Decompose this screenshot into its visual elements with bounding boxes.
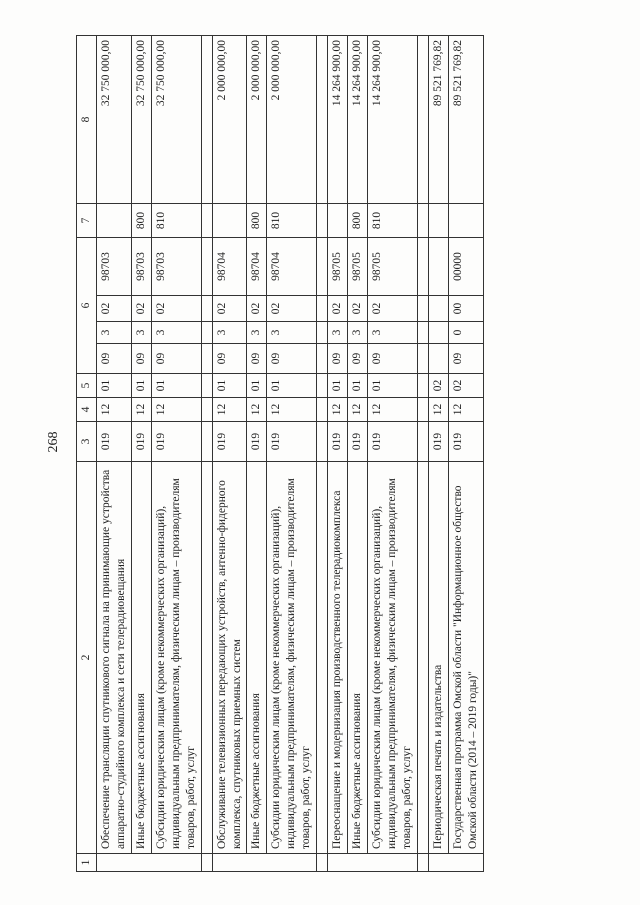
col7-cell: 800 [131,204,151,238]
col7-cell: 810 [151,204,201,238]
col6a-cell: 09 [448,344,483,374]
header-cell: 7 [77,204,97,238]
col4-cell: 12 [151,398,201,422]
blank-cell [96,854,201,872]
col6b-cell: 3 [328,322,348,344]
table-row [96,36,131,872]
spacer-row [317,36,328,872]
col6d-cell: 98705 [368,238,418,296]
col6c-cell: 02 [328,296,348,322]
col3-cell: 019 [267,422,317,462]
col3-cell: 019 [247,422,267,462]
col5-cell: 01 [131,374,151,398]
col6d-cell: 98703 [131,238,151,296]
col3-cell: 019 [328,422,348,462]
col6d-cell: 98704 [267,238,317,296]
col6a-cell: 09 [247,344,267,374]
table-row [131,36,151,872]
col6c-cell: 02 [247,296,267,322]
header-cell: 1 [77,854,97,872]
col4-cell: 12 [131,398,151,422]
row-name: Иные бюджетные ассигнования [348,462,368,854]
col5-cell: 01 [368,374,418,398]
row-name: Государственная программа Омской области "Информационное общество Омской области (2014 – 2019 годы)" [448,462,483,854]
col4-cell: 12 [96,398,131,422]
col6d-cell: 98705 [328,238,348,296]
col5-cell: 01 [247,374,267,398]
col6c-cell: 02 [348,296,368,322]
col7-cell: 810 [267,204,317,238]
col6c-cell: 02 [368,296,418,322]
col4-cell: 12 [267,398,317,422]
table-row [151,36,201,872]
amount-cell: 2 000 000,00 [247,36,267,204]
col6a-cell [428,344,448,374]
col6b-cell: 3 [368,322,418,344]
col6b-cell: 3 [267,322,317,344]
amount-cell: 32 750 000,00 [151,36,201,204]
col7-cell [212,204,247,238]
row-name: Субсидии юридическим лицам (кроме некоммерческих организаций), индивидуальным предпринимателям, физическим лицам – производителям товаров, работ, услуг [267,462,317,854]
col6d-cell: 00000 [448,238,483,296]
col6c-cell [428,296,448,322]
col5-cell: 01 [96,374,131,398]
blank-cell [328,854,418,872]
page-number: 268 [46,431,61,453]
col3-cell: 019 [151,422,201,462]
col3-cell: 019 [96,422,131,462]
header-cell: 6 [77,238,97,374]
rotated-document [40,22,600,882]
col6d-cell: 98704 [212,238,247,296]
col6d-cell: 98703 [151,238,201,296]
row-name: Обслуживание телевизионных передающих устройств, антенно-фидерного комплекса, спутниковых приемных систем [212,462,247,854]
amount-cell: 89 521 769,82 [428,36,448,204]
col6a-cell: 09 [131,344,151,374]
col6a-cell: 09 [267,344,317,374]
header-cell: 2 [77,462,97,854]
col7-cell: 800 [247,204,267,238]
table-row [428,36,448,872]
header-cell: 8 [77,36,97,204]
header-cell: 3 [77,422,97,462]
col6b-cell: 3 [131,322,151,344]
col3-cell: 019 [212,422,247,462]
col7-cell: 800 [348,204,368,238]
row-name: Переоснащение и модернизация производственного телерадиокомплекса [328,462,348,854]
col6a-cell: 09 [368,344,418,374]
col5-cell: 02 [448,374,483,398]
budget-table [76,35,484,872]
col7-cell [96,204,131,238]
col6c-cell: 02 [96,296,131,322]
col5-cell: 02 [428,374,448,398]
blank-cell [212,854,317,872]
col4-cell: 12 [428,398,448,422]
amount-cell: 32 750 000,00 [96,36,131,204]
row-name: Субсидии юридическим лицам (кроме некоммерческих организаций), индивидуальным предпринимателям, физическим лицам – производителям товаров, работ, услуг [151,462,201,854]
col4-cell: 12 [348,398,368,422]
col6c-cell: 02 [212,296,247,322]
col3-cell: 019 [131,422,151,462]
amount-cell: 89 521 769,82 [448,36,483,204]
amount-cell: 32 750 000,00 [131,36,151,204]
col6c-cell: 02 [131,296,151,322]
col6c-cell: 02 [267,296,317,322]
row-name: Обеспечение трансляции спутникового сигнала на принимающие устройства аппаратно-студийного комплекса и сети телерадиовещания [96,462,131,854]
col6a-cell: 09 [328,344,348,374]
table-row [448,36,483,872]
col7-cell [428,204,448,238]
col6b-cell: 3 [348,322,368,344]
col3-cell: 019 [348,422,368,462]
col5-cell: 01 [328,374,348,398]
header-row [77,36,97,872]
col5-cell: 01 [348,374,368,398]
col6b-cell: 3 [151,322,201,344]
col4-cell: 12 [247,398,267,422]
col6c-cell: 02 [151,296,201,322]
col5-cell: 01 [151,374,201,398]
col6b-cell: 3 [212,322,247,344]
col3-cell: 019 [428,422,448,462]
col6b-cell [428,322,448,344]
col7-cell [328,204,348,238]
col7-cell: 810 [368,204,418,238]
col6b-cell: 3 [247,322,267,344]
col6b-cell: 3 [96,322,131,344]
col6a-cell: 09 [212,344,247,374]
col4-cell: 12 [448,398,483,422]
header-cell: 5 [77,374,97,398]
col6b-cell: 0 [448,322,483,344]
col6a-cell: 09 [96,344,131,374]
col4-cell: 12 [368,398,418,422]
table-row [328,36,348,872]
amount-cell: 14 264 900,00 [368,36,418,204]
amount-cell: 2 000 000,00 [212,36,247,204]
row-name: Иные бюджетные ассигнования [131,462,151,854]
col7-cell [448,204,483,238]
table-row [267,36,317,872]
table-row [212,36,247,872]
col6a-cell: 09 [151,344,201,374]
amount-cell: 14 264 900,00 [328,36,348,204]
col6d-cell: 98703 [96,238,131,296]
col6d-cell: 98705 [348,238,368,296]
row-name: Периодическая печать и издательства [428,462,448,854]
header-cell: 4 [77,398,97,422]
table-row [247,36,267,872]
col3-cell: 019 [448,422,483,462]
col6c-cell: 00 [448,296,483,322]
row-name: Субсидии юридическим лицам (кроме некоммерческих организаций), индивидуальным предпринимателям, физическим лицам – производителям товаров, работ, услуг [368,462,418,854]
col5-cell: 01 [267,374,317,398]
spacer-row [201,36,212,872]
col6a-cell: 09 [348,344,368,374]
col6d-cell [428,238,448,296]
table-row [368,36,418,872]
row-name: Иные бюджетные ассигнования [247,462,267,854]
col3-cell: 019 [368,422,418,462]
col6d-cell: 98704 [247,238,267,296]
col4-cell: 12 [212,398,247,422]
col4-cell: 12 [328,398,348,422]
table-row [348,36,368,872]
spacer-row [417,36,428,872]
blank-cell [428,854,483,872]
amount-cell: 14 264 900,00 [348,36,368,204]
col5-cell: 01 [212,374,247,398]
amount-cell: 2 000 000,00 [267,36,317,204]
